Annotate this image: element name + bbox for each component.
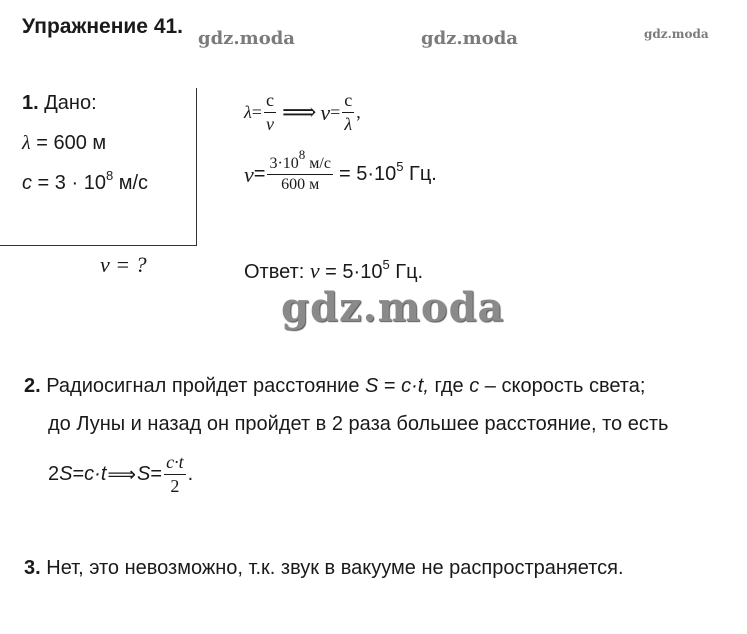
answer-value: = 5·10 <box>319 261 383 283</box>
given-header <box>22 92 97 115</box>
lambda-value: = 600 м <box>30 132 107 154</box>
s-symbol: S <box>137 463 151 485</box>
fraction-denominator: λ <box>344 114 353 134</box>
s-symbol: S <box>59 463 73 485</box>
fraction <box>267 147 333 194</box>
fraction-denominator: 600 м <box>281 176 320 193</box>
fraction <box>164 452 186 497</box>
result-value: = 5·10 <box>338 163 397 185</box>
numerator-exponent: 8 <box>298 147 306 162</box>
exercise-title: Упражнение 41. <box>22 15 184 38</box>
task3-line <box>24 557 624 580</box>
task-number: 1. <box>22 92 39 114</box>
task2-line1 <box>24 375 645 398</box>
lambda-symbol: λ <box>22 132 31 154</box>
answer-unit: Гц. <box>389 261 424 283</box>
c-symbol: c <box>22 172 32 194</box>
formula-equals: = <box>72 463 85 485</box>
result-exponent: 5 <box>396 159 404 174</box>
watermark: gdz.moda <box>644 27 709 41</box>
formula-lambda <box>244 90 361 135</box>
formula-symbol: ν <box>320 99 331 125</box>
implies-arrow: ⟹ <box>281 100 317 126</box>
task3-text: Нет, это невозможно, т.к. звук в вакууме не распространяется. <box>40 557 624 579</box>
task-number: 2. <box>24 375 41 397</box>
fraction-numerator: c <box>342 90 354 113</box>
result-unit: Гц. <box>403 163 437 185</box>
formula-symbol: λ <box>244 102 252 122</box>
task2-formula <box>48 452 193 497</box>
fraction-numerator: c·t <box>164 452 186 475</box>
task2-line2: до Луны и назад он пройдет в 2 раза большее расстояние, то есть <box>48 413 669 435</box>
formula-equals: = <box>150 463 163 485</box>
text: = <box>378 375 402 397</box>
ct-expression: c·t <box>84 463 107 485</box>
formula-symbol: ν <box>244 161 254 187</box>
fraction-numerator: c <box>264 90 276 113</box>
answer-exponent: 5 <box>382 257 390 272</box>
c-unit: м/с <box>113 172 149 194</box>
watermark: gdz.moda <box>198 28 295 49</box>
answer-label: Ответ: <box>244 261 310 283</box>
fraction <box>342 90 354 135</box>
coefficient: 2 <box>48 463 60 485</box>
formula-equals: = <box>330 102 341 122</box>
answer-symbol: ν <box>309 258 320 283</box>
numerator-unit: м/с <box>305 155 331 172</box>
formula-tail: , <box>356 102 361 122</box>
unknown-quantity: ν = ? <box>100 252 147 277</box>
watermark-large: gdz.moda <box>281 284 505 331</box>
formula-tail: . <box>187 463 194 485</box>
given-c <box>22 168 149 195</box>
watermark: gdz.moda <box>421 28 518 49</box>
formula-nu <box>244 147 437 194</box>
answer-line <box>244 258 423 284</box>
c-symbol: c <box>469 375 480 397</box>
given-label: Дано: <box>44 92 97 114</box>
task-number: 3. <box>24 557 41 579</box>
formula-equals: = <box>251 102 262 122</box>
numerator-base: 3·10 <box>269 155 299 172</box>
text: – скорость света; <box>479 375 646 397</box>
fraction <box>264 90 276 135</box>
fraction-denominator: 2 <box>170 476 180 496</box>
fraction-numerator <box>267 147 333 175</box>
text: Радиосигнал пройдет расстояние <box>40 375 365 397</box>
s-symbol: S <box>365 375 379 397</box>
formula-equals: = <box>253 163 266 185</box>
c-exponent: 8 <box>105 168 114 183</box>
implies-arrow: ⟹ <box>107 464 137 486</box>
given-lambda <box>22 132 106 155</box>
text: где <box>428 375 470 397</box>
fraction-denominator: ν <box>265 114 274 134</box>
formula-result <box>338 159 437 186</box>
c-value: = 3 · 10 <box>32 172 106 194</box>
ct-expression: c·t, <box>401 375 429 397</box>
